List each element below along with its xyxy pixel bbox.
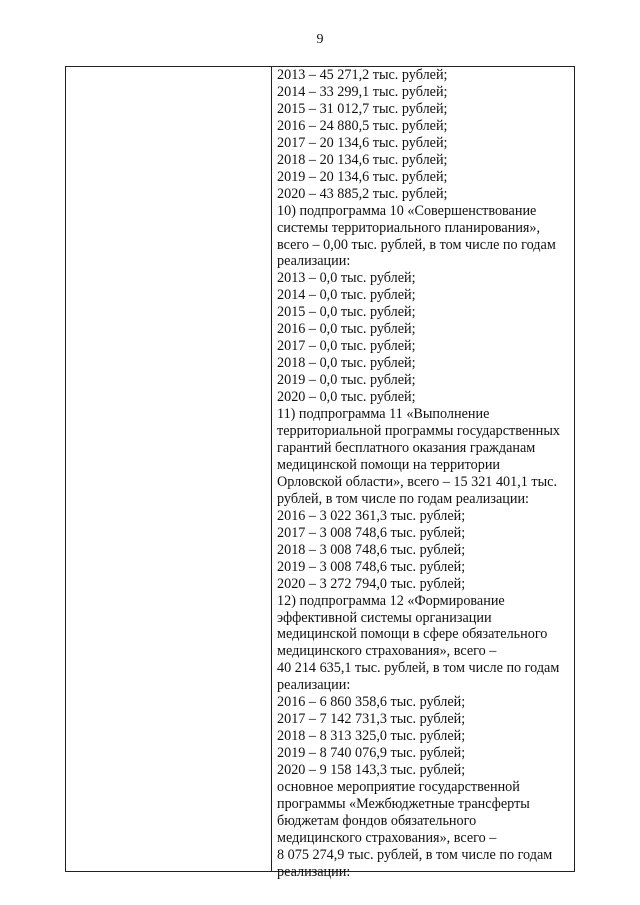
text-line: 2018 – 20 134,6 тыс. рублей;	[277, 151, 448, 168]
text-line: рублей, в том числе по годам реализации:	[277, 490, 529, 507]
text-line: 2017 – 0,0 тыс. рублей;	[277, 338, 416, 355]
text-line: 2019 – 8 740 076,9 тыс. рублей;	[277, 745, 466, 762]
text-line: реализации:	[277, 677, 351, 694]
text-line: медицинского страхования», всего –	[277, 829, 497, 846]
text-line: территориальной программы государственных	[277, 423, 560, 440]
text-line: 12) подпрограмма 12 «Формирование	[277, 592, 505, 609]
text-line: 2020 – 43 885,2 тыс. рублей;	[277, 185, 448, 202]
text-line: 8 075 274,9 тыс. рублей, в том числе по годам	[277, 846, 553, 863]
text-line: 2016 – 24 880,5 тыс. рублей;	[277, 117, 448, 134]
text-line: основное мероприятие государственной	[277, 779, 520, 796]
text-line: медицинской помощи в сфере обязательного	[277, 626, 548, 643]
text-line: 2020 – 3 272 794,0 тыс. рублей;	[277, 575, 466, 592]
text-line: 2014 – 33 299,1 тыс. рублей;	[277, 83, 448, 100]
text-line: 2014 – 0,0 тыс. рублей;	[277, 287, 416, 304]
text-line: всего – 0,00 тыс. рублей, в том числе по годам	[277, 236, 556, 253]
text-line: 2019 – 20 134,6 тыс. рублей;	[277, 168, 448, 185]
text-line: 2015 – 0,0 тыс. рублей;	[277, 304, 416, 321]
text-line: 2020 – 0,0 тыс. рублей;	[277, 389, 416, 406]
left-cell-empty	[66, 67, 272, 871]
text-line: гарантий бесплатного оказания гражданам	[277, 439, 536, 456]
right-cell-text	[272, 67, 574, 880]
text-line: 2017 – 7 142 731,3 тыс. рублей;	[277, 711, 466, 728]
text-line: Орловской области», всего – 15 321 401,1 тыс.	[277, 473, 557, 490]
text-line: 2015 – 31 012,7 тыс. рублей;	[277, 100, 448, 117]
text-line: 2019 – 3 008 748,6 тыс. рублей;	[277, 558, 466, 575]
text-line: 2019 – 0,0 тыс. рублей;	[277, 372, 416, 389]
text-line: 40 214 635,1 тыс. рублей, в том числе по годам	[277, 660, 560, 677]
text-line: 2017 – 3 008 748,6 тыс. рублей;	[277, 524, 466, 541]
text-line: 2020 – 9 158 143,3 тыс. рублей;	[277, 762, 466, 779]
text-line: бюджетам фондов обязательного	[277, 812, 477, 829]
text-line: 2016 – 3 022 361,3 тыс. рублей;	[277, 507, 466, 524]
text-line: реализации:	[277, 253, 351, 270]
text-line: медицинского страхования», всего –	[277, 643, 497, 660]
text-line: 10) подпрограмма 10 «Совершенствование	[277, 202, 537, 219]
text-line: 2016 – 0,0 тыс. рублей;	[277, 321, 416, 338]
text-line: 2013 – 45 271,2 тыс. рублей;	[277, 67, 448, 83]
text-line: 2018 – 8 313 325,0 тыс. рублей;	[277, 728, 466, 745]
text-line: 2018 – 0,0 тыс. рублей;	[277, 355, 416, 372]
text-line: 2013 – 0,0 тыс. рублей;	[277, 270, 416, 287]
budget-table	[65, 66, 575, 880]
text-line: 2017 – 20 134,6 тыс. рублей;	[277, 134, 448, 151]
text-line: реализации:	[277, 863, 351, 880]
text-line: программы «Межбюджетные трансферты	[277, 795, 530, 812]
text-line: медицинской помощи на территории	[277, 456, 501, 473]
text-line: системы территориального планирования»,	[277, 219, 541, 236]
page-number: 9	[316, 32, 324, 47]
text-line: 2016 – 6 860 358,6 тыс. рублей;	[277, 694, 466, 711]
text-line: 2018 – 3 008 748,6 тыс. рублей;	[277, 541, 466, 558]
text-line: эффективной системы организации	[277, 609, 492, 626]
text-line: 11) подпрограмма 11 «Выполнение	[277, 406, 490, 423]
